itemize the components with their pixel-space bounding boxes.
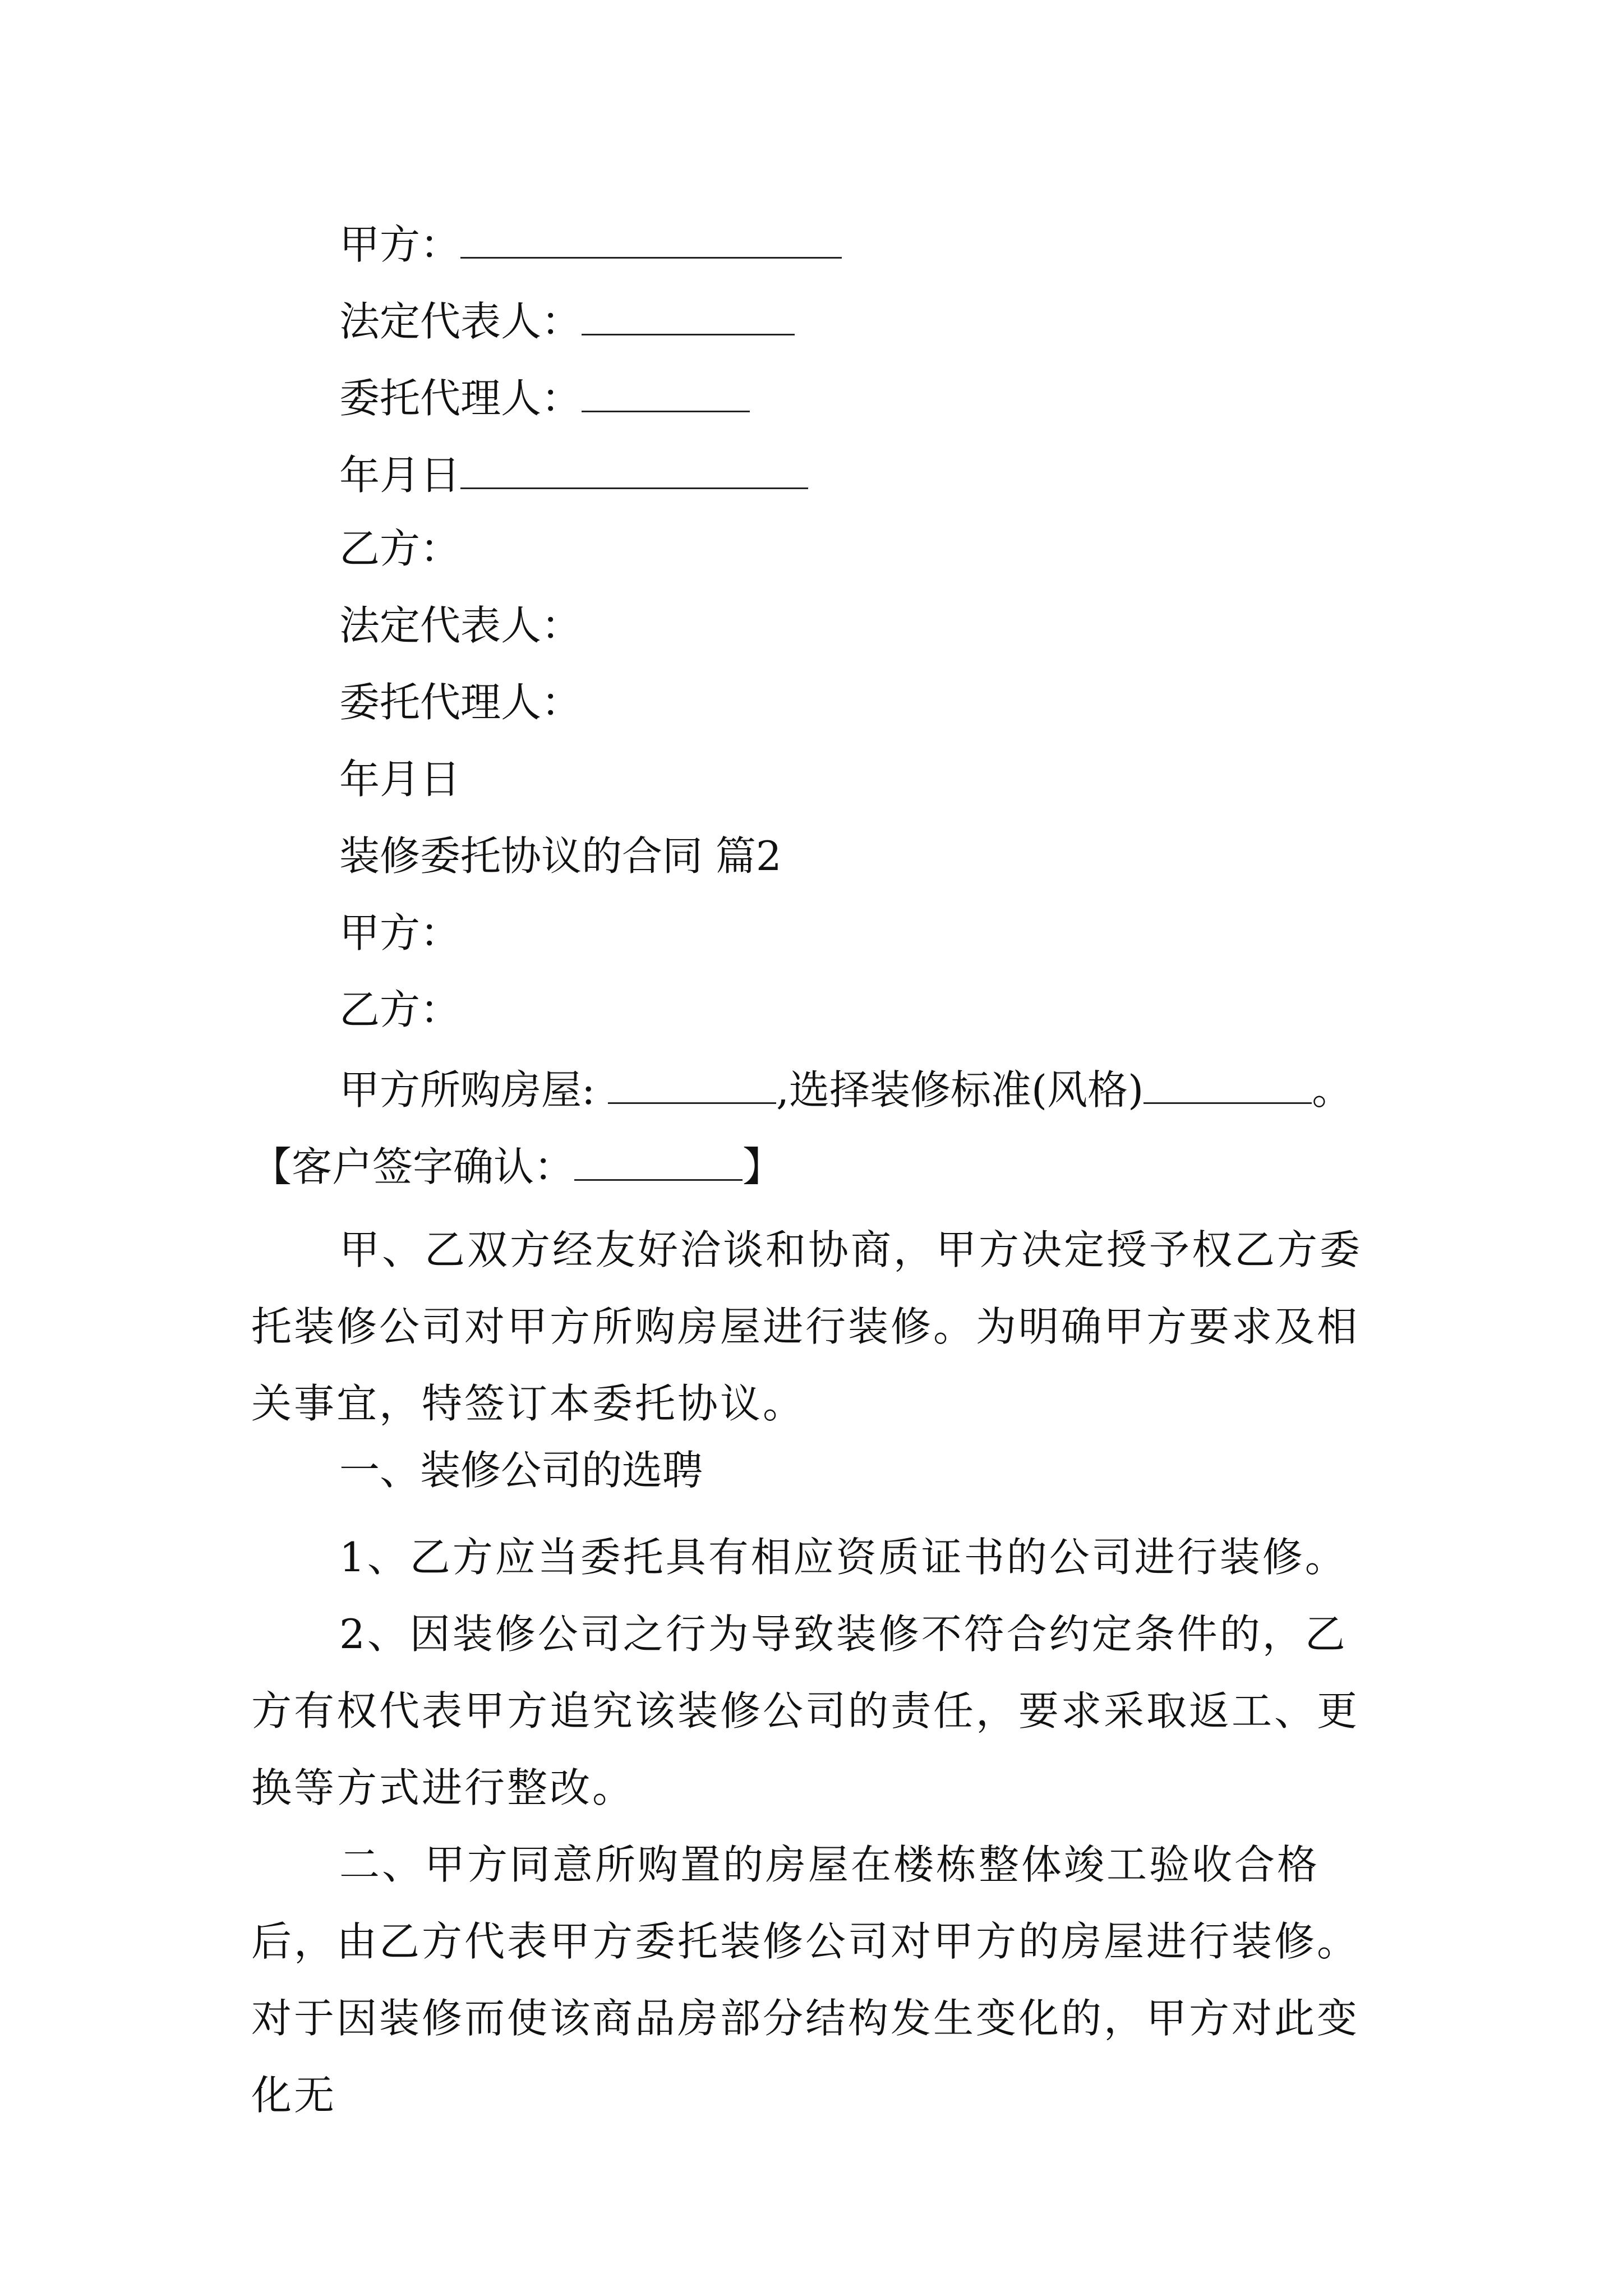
section2-party-b-label: 乙方： xyxy=(339,986,461,1033)
party-b-agent-label: 委托代理人： xyxy=(339,679,582,726)
clause1-item1: 1、乙方应当委托具有相应资质证书的公司进行装修。 xyxy=(339,1534,1348,1581)
house-end: 。 xyxy=(1312,1066,1353,1114)
section2-party-a-label: 甲方： xyxy=(339,909,461,956)
clause2-paragraph: 二、甲方同意所购置的房屋在楼栋整体竣工验收合格后，由乙方代表甲方委托装修公司对甲方的房屋进行装修。对于因装修而使该商品房部分结构发生变化的，甲方对此变化无 xyxy=(251,1841,1360,2119)
party-a-legal-rep-label: 法定代表人： xyxy=(339,298,582,345)
intro-paragraph: 甲、乙双方经友好洽谈和协商，甲方决定授予权乙方委托装修公司对甲方所购房屋进行装修。为明确甲方要求及相关事宜，特签订本委托协议。 xyxy=(251,1226,1363,1427)
party-a-blank xyxy=(460,213,842,259)
sign-close: 】 xyxy=(743,1143,783,1190)
style-blank xyxy=(1144,1059,1312,1104)
party-a-date-blank xyxy=(460,444,808,489)
section-heading: 装修委托协议的合同 篇2 xyxy=(339,832,782,880)
house-line xyxy=(339,1059,1352,1118)
party-b-date-label: 年月日 xyxy=(339,756,461,803)
party-a-agent-line xyxy=(339,367,750,426)
sign-open: 【客户签字确认： xyxy=(251,1143,575,1190)
customer-sign-line xyxy=(251,1135,783,1195)
party-a-legal-rep-line xyxy=(339,290,795,349)
party-b-legal-rep-label: 法定代表人： xyxy=(339,602,582,649)
house-blank xyxy=(608,1059,776,1104)
house-style-label: ,选择装修标准(风格) xyxy=(776,1066,1144,1114)
party-a-agent-label: 委托代理人： xyxy=(339,375,582,422)
house-prefix: 甲方所购房屋: xyxy=(339,1066,596,1114)
party-a-label: 甲方： xyxy=(339,221,461,268)
party-b-label: 乙方： xyxy=(339,525,461,572)
party-a-date-line xyxy=(339,444,808,503)
party-a-agent-blank xyxy=(582,367,750,412)
sign-blank xyxy=(574,1135,743,1181)
party-a-date-label: 年月日 xyxy=(339,452,461,499)
clause1-item2: 2、因装修公司之行为导致装修不符合约定条件的，乙方有权代表甲方追究该装修公司的责任，要求采取返工、更换等方式进行整改。 xyxy=(251,1611,1360,1811)
party-a-legal-rep-blank xyxy=(582,290,795,335)
clause1-heading: 一、装修公司的选聘 xyxy=(339,1447,703,1494)
party-a-line xyxy=(339,213,842,273)
